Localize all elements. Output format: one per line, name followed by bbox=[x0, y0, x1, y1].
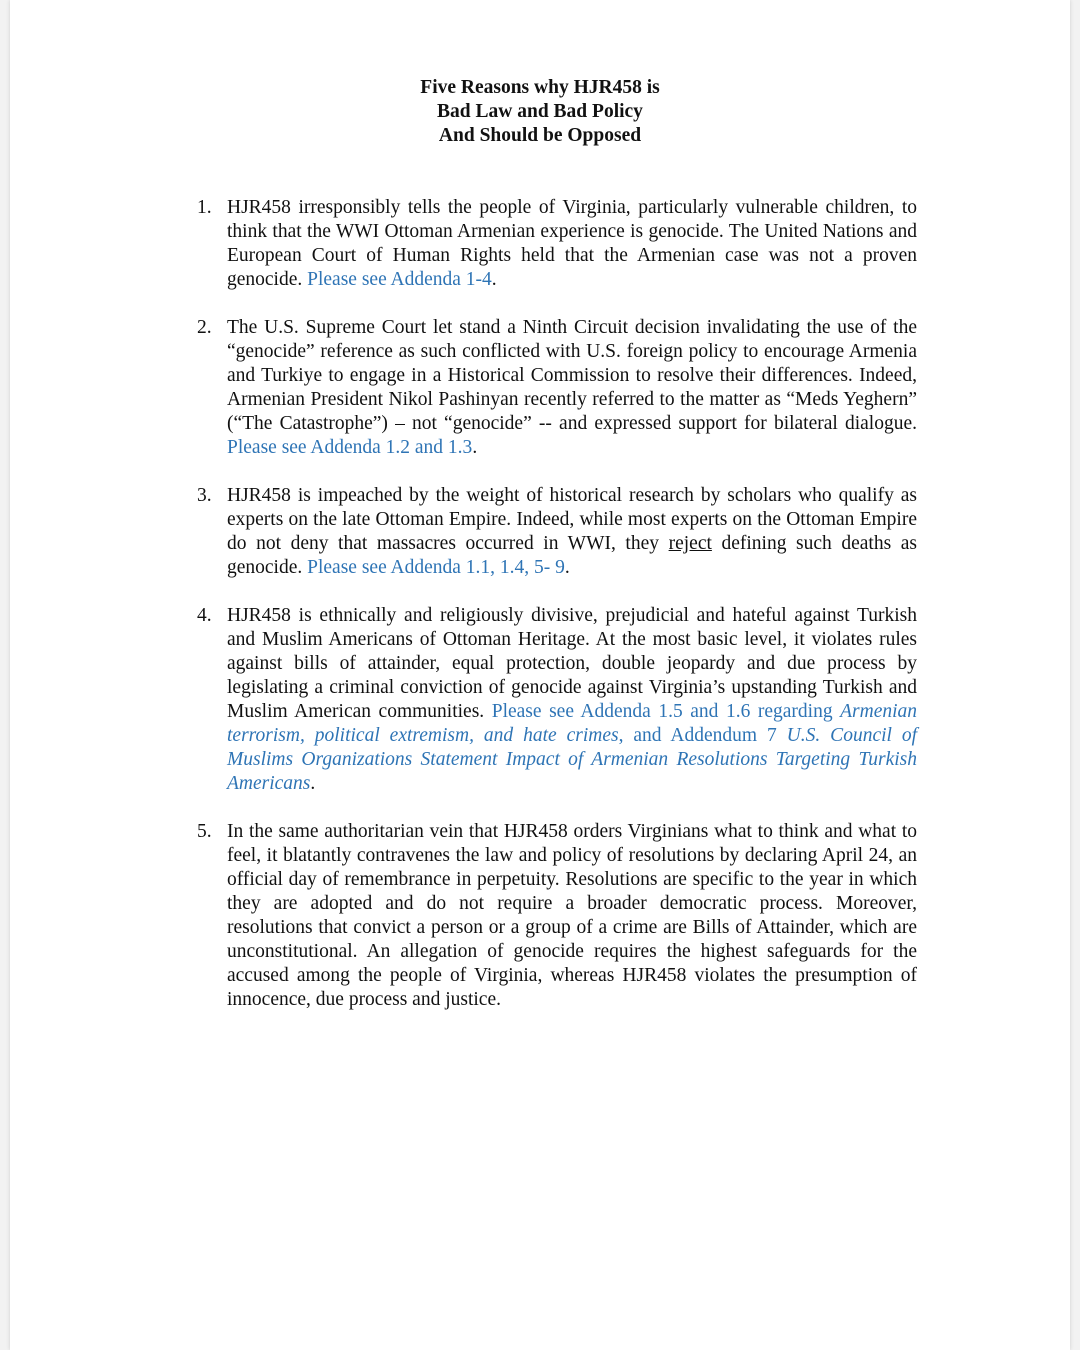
addenda-link-italic[interactable]: Armenian terrorism, political extremism, and hate crimes bbox=[227, 701, 918, 746]
item-number: 3. bbox=[197, 485, 212, 506]
item-period: . bbox=[472, 437, 478, 458]
addendum-link-italic[interactable]: U.S. Council of Muslims Organizations Statement Impact of Armenian Resolutions Targeting Turkish Americans bbox=[227, 725, 918, 794]
addenda-link[interactable]: Please see Addenda 1.2 and 1.3 bbox=[227, 437, 473, 458]
reasons-list bbox=[185, 196, 917, 1036]
reason-item-3 bbox=[185, 484, 917, 580]
reason-item-1 bbox=[185, 196, 917, 292]
item-number: 4. bbox=[197, 605, 212, 626]
document-page bbox=[10, 0, 1070, 1350]
addenda-link[interactable]: Please see Addenda 1.1, 1.4, 5- 9 bbox=[307, 557, 565, 578]
item-text: In the same authoritarian vein that HJR458 orders Virginians what to think and what to feel, it blatantly contravenes the law and policy of resolutions by declaring April 24, an official day of remembrance in perpetuity. Resolutions are specific to the year in which they are adopted and do not require a broader democratic process. Moreover, resolutions that convict a person or a group of a crime are Bills of Attainder, which are unconstitutional. An allegation of genocide requires the highest safeguards for the accused among the people of Virginia, whereas HJR458 violates the presumption of innocence, due process and justice. bbox=[227, 821, 917, 1010]
addendum-link[interactable]: , and Addendum 7 bbox=[618, 725, 777, 746]
document-title bbox=[10, 76, 1070, 148]
underlined-word: reject bbox=[668, 533, 712, 554]
title-line-2: Bad Law and Bad Policy bbox=[437, 101, 643, 122]
reason-item-5 bbox=[185, 820, 917, 1012]
item-number: 5. bbox=[197, 821, 212, 842]
item-period: . bbox=[491, 269, 497, 290]
item-text: HJR458 irresponsibly tells the people of Virginia, particularly vulnerable children, to think that the WWI Ottoman Armenian experience is genocide. The United Nations and European Court of Human Rights held that the Armenian case was not a proven genocide. bbox=[227, 197, 917, 290]
addenda-link[interactable]: Please see Addenda 1.5 and 1.6 regarding bbox=[491, 701, 833, 722]
item-number: 2. bbox=[197, 317, 212, 338]
item-text-continued: defining such deaths as genocide. bbox=[227, 533, 917, 578]
title-line-1: Five Reasons why HJR458 is bbox=[420, 77, 660, 98]
item-number: 1. bbox=[197, 197, 212, 218]
item-text: HJR458 is ethnically and religiously divisive, prejudicial and hateful against Turkish and Muslim Americans of Ottoman Heritage. At the most basic level, it violates rules against bills of attainder, equal protection, double jeopardy and due process by legislating a criminal conviction of genocide against Virginia’s upstanding Turkish and Muslim American communities. bbox=[227, 605, 917, 722]
addenda-link[interactable]: Please see Addenda 1-4 bbox=[307, 269, 492, 290]
item-period: . bbox=[310, 773, 316, 794]
reason-item-4 bbox=[185, 604, 917, 796]
item-period: . bbox=[564, 557, 570, 578]
item-text: HJR458 is impeached by the weight of historical research by scholars who qualify as experts on the late Ottoman Empire. Indeed, while most experts on the Ottoman Empire do not deny that massacres occurred in WWI, they bbox=[227, 485, 917, 554]
item-text: The U.S. Supreme Court let stand a Ninth Circuit decision invalidating the use of the “genocide” reference as such conflicted with U.S. foreign policy to encourage Armenia and Turkiye to engage in a Historical Commission to resolve their differences. Indeed, Armenian President Nikol Pashinyan recently referred to the matter as “Meds Yeghern” (“The Catastrophe”) – not “genocide” -- and expressed support for bilateral dialogue. bbox=[227, 317, 917, 434]
reason-item-2 bbox=[185, 316, 917, 460]
title-line-3: And Should be Opposed bbox=[438, 125, 642, 146]
